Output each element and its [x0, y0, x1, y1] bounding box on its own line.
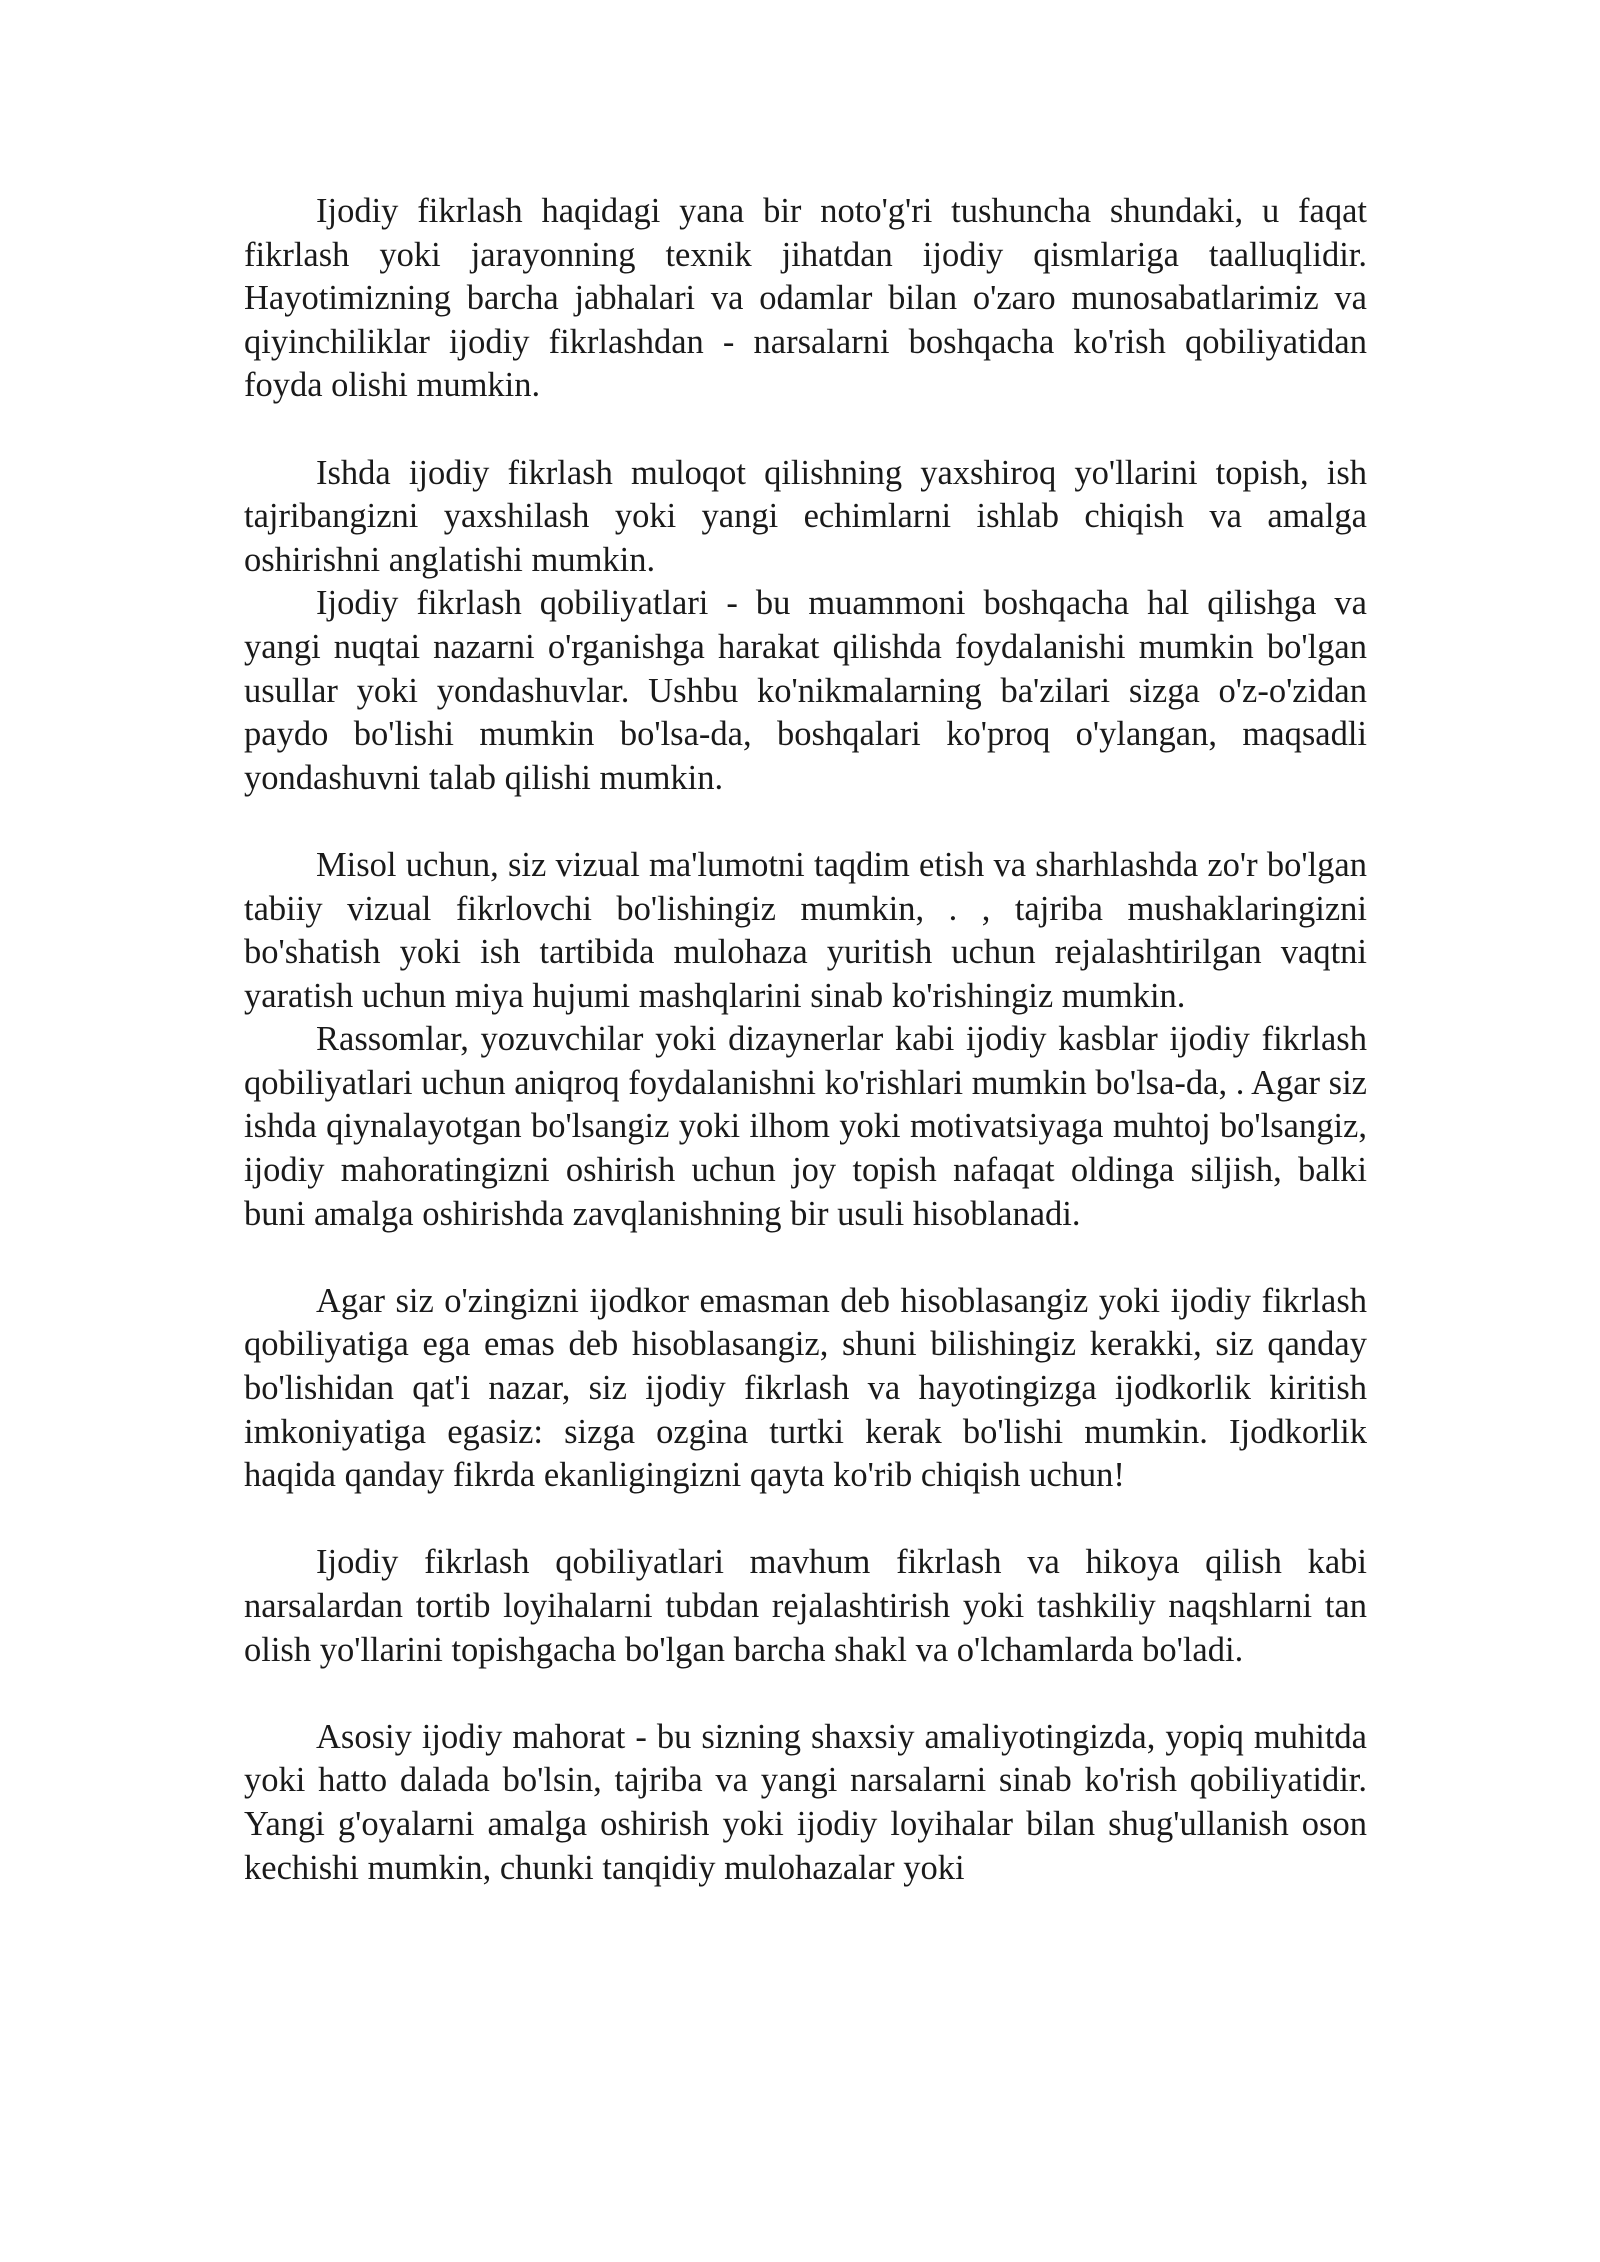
paragraph: Agar siz o'zingizni ijodkor emasman deb hisoblasangiz yoki ijodiy fikrlash qobiliyatiga ega emas deb hisoblasangiz, shuni bilishingiz kerakki, siz qanday bo'lishidan qat'i nazar, siz ijodiy fikrlash va hayotingizga ijodkorlik kiritish imkoniyatiga egasiz: sizga ozgina turtki kerak bo'lishi mumkin. Ijodkorlik haqida qanday fikrda ekanligingizni qayta ko'rib chiqish uchun!	[244, 1281, 1367, 1495]
paragraph: Ijodiy fikrlash qobiliyatlari - bu muammoni boshqacha hal qilishga va yangi nuqtai nazarni o'rganishga harakat qilishda foydalanishi mumkin bo'lgan usullar yoki yondashuvlar. Ushbu ko'nikmalarning ba'zilari sizga o'z-o'zidan paydo bo'lishi mumkin bo'lsa-da, boshqalari ko'proq o'ylangan, maqsadli yondashuvni talab qilishi mumkin.	[244, 584, 1367, 797]
paragraph: Misol uchun, siz vizual ma'lumotni taqdim etish va sharhlashda zo'r bo'lgan tabiiy vizual fikrlovchi bo'lishingiz mumkin, . , tajriba mushaklaringizni bo'shatish yoki ish tartibida mulohaza yuritish uchun rejalashtirilgan vaqtni yaratish uchun miya hujumi mashqlarini sinab ko'rishingiz mumkin.	[244, 845, 1367, 1015]
paragraph: Ijodiy fikrlash qobiliyatlari mavhum fikrlash va hikoya qilish kabi narsalardan tortib loyihalarni tubdan rejalashtirish yoki tashkiliy naqshlarni tan olish yo'llarini topishgacha bo'lgan barcha shakl va o'lchamlarda bo'ladi.	[244, 1543, 1367, 1669]
paragraph: Asosiy ijodiy mahorat - bu sizning shaxsiy amaliyotingizda, yopiq muhitda yoki hatto dalada bo'lsin, tajriba va yangi narsalarni sinab ko'rish qobiliyatidir. Yangi g'oyalarni amalga oshirish yoki ijodiy loyihalar bilan shug'ullanish oson kechishi mumkin, chunki tanqidiy mulohazalar yoki	[244, 1717, 1367, 1887]
document-body	[244, 190, 1367, 1890]
paragraph: Rassomlar, yozuvchilar yoki dizaynerlar kabi ijodiy kasblar ijodiy fikrlash qobiliyatlari uchun aniqroq foydalanishni ko'rishlari mumkin bo'lsa-da, . Agar siz ishda qiynalayotgan bo'lsangiz yoki ilhom yoki motivatsiyaga muhtoj bo'lsangiz, ijodiy mahoratingizni oshirish uchun joy topish nafaqat oldinga siljish, balki buni amalga oshirishda zavqlanishning bir usuli hisoblanadi.	[244, 1020, 1367, 1233]
paragraph: Ishda ijodiy fikrlash muloqot qilishning yaxshiroq yo'llarini topish, ish tajribangizni yaxshilash yoki yangi echimlarni ishlab chiqish va amalga oshirishni anglatishi mumkin.	[244, 453, 1367, 579]
paragraph: Ijodiy fikrlash haqidagi yana bir noto'g'ri tushuncha shundaki, u faqat fikrlash yoki jarayonning texnik jihatdan ijodiy qismlariga taalluqlidir. Hayotimizning barcha jabhalari va odamlar bilan o'zaro munosabatlarimiz va qiyinchiliklar ijodiy fikrlashdan - narsalarni boshqacha ko'rish qobiliyatidan foyda olishi mumkin.	[244, 192, 1367, 405]
